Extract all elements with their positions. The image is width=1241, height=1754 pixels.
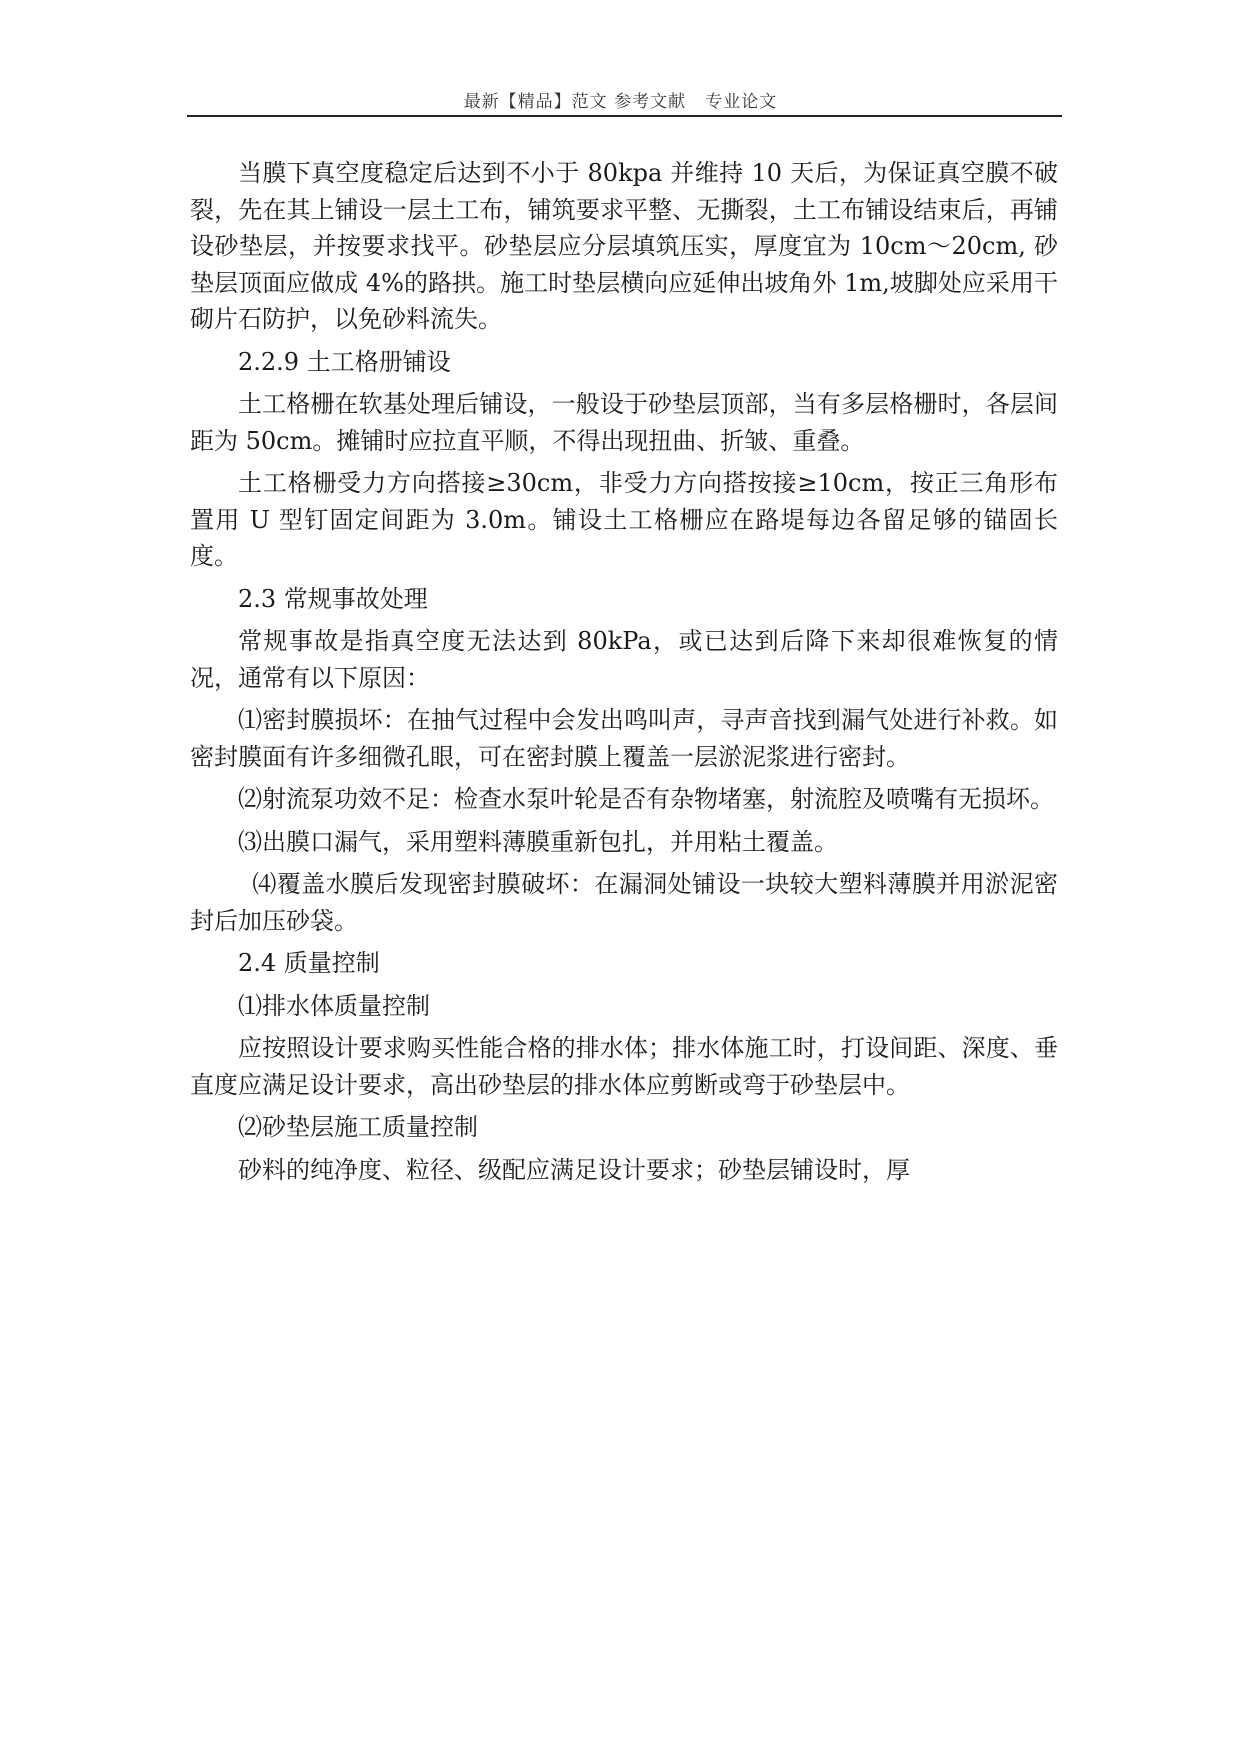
subheading-sand-cushion: ⑵砂垫层施工质量控制 (238, 1113, 478, 1141)
section-heading-2-2-9: 2.2.9 土工格册铺设 (238, 347, 451, 376)
subheading-drainage: ⑴排水体质量控制 (238, 991, 430, 1020)
section-heading-2-3: 2.3 常规事故处理 (238, 584, 428, 613)
document-body (190, 155, 1058, 1194)
list-item-4: ⑷覆盖水膜后发现密封膜破坏：在漏洞处铺设一块较大塑料薄膜并用淤泥密封后加压砂袋。 (190, 870, 1058, 935)
header-divider (187, 115, 1062, 117)
section-heading-2-4: 2.4 质量控制 (238, 949, 380, 977)
paragraph-accident-intro: 常规事故是指真空度无法达到 80kPa，或已达到后降下来却很难恢复的情况，通常有以下原因： (190, 627, 1058, 692)
list-item-2: ⑵射流泵功效不足：检查水泵叶轮是否有杂物堵塞，射流腔及喷嘴有无损坏。 (238, 785, 1054, 813)
page-header: 最新【精品】范文 参考文献 专业论文 (463, 92, 778, 112)
paragraph-geogrid-laying: 土工格栅在软基处理后铺设，一般设于砂垫层顶部，当有多层格栅时，各层间距为 50cm。摊铺时应拉直平顺，不得出现扭曲、折皱、重叠。 (190, 390, 1058, 455)
paragraph-sand-material: 砂料的纯净度、粒径、级配应满足设计要求；砂垫层铺设时，厚 (238, 1155, 910, 1184)
paragraph-geogrid-overlap: 土工格栅受力方向搭接≥30cm，非受力方向搭按接≥10cm，按正三角形布置用 U 型钉固定间距为 3.0m。铺设土工格栅应在路堤每边各留足够的锚固长度。 (190, 469, 1058, 570)
list-item-1: ⑴密封膜损坏：在抽气过程中会发出鸣叫声，寻声音找到漏气处进行补救。如密封膜面有许多细微孔眼，可在密封膜上覆盖一层淤泥浆进行密封。 (190, 706, 1058, 771)
list-item-3: ⑶出膜口漏气，采用塑料薄膜重新包扎，并用粘土覆盖。 (238, 827, 838, 856)
paragraph-drainage-control: 应按照设计要求购买性能合格的排水体；排水体施工时，打设间距、深度、垂直度应满足设计要求，高出砂垫层的排水体应剪断或弯于砂垫层中。 (190, 1034, 1058, 1099)
paragraph-sand-cushion: 当膜下真空度稳定后达到不小于 80kpa 并维持 10 天后，为保证真空膜不破裂，先在其上铺设一层土工布，铺筑要求平整、无撕裂，土工布铺设结束后，再铺设砂垫层，并按要求找平。砂垫层应分层填筑压实，厚度宜为 10cm～20cm, 砂垫层顶面应做成 4%的路拱。施工时垫层横向应延伸出坡角外 1m,坡脚处应采用干砌片石防护，以免砂料流失。 (190, 159, 1058, 333)
